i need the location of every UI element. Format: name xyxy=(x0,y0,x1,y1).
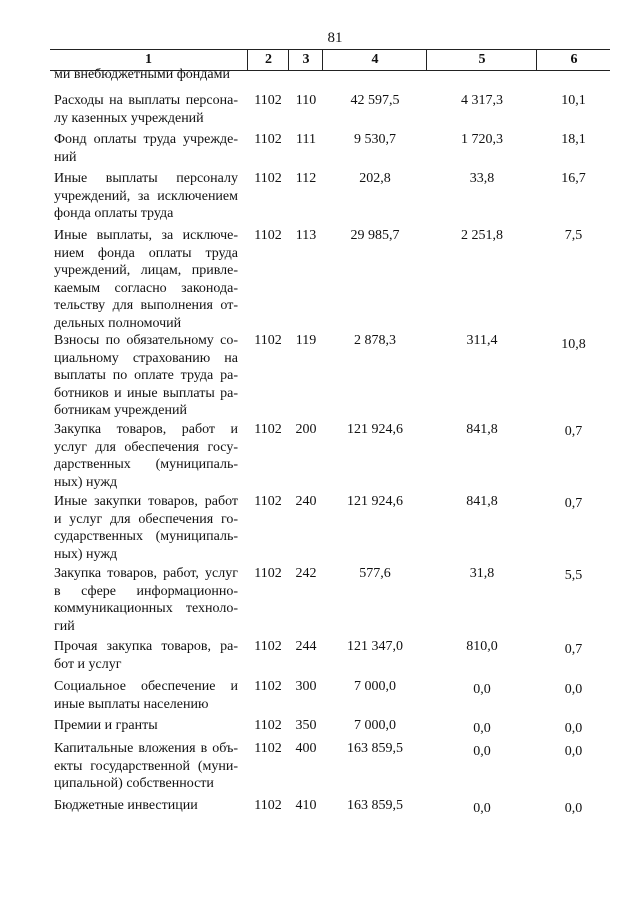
row-section: 1102 xyxy=(254,171,282,186)
row-plan: 121 924,6 xyxy=(347,494,403,509)
row-fact: 1 720,3 xyxy=(461,132,503,147)
row-section: 1102 xyxy=(254,494,282,509)
row-name: Социальное обеспечение и иные выплаты населению xyxy=(54,679,238,712)
row-section: 1102 xyxy=(254,333,282,348)
row-percent: 0,7 xyxy=(564,642,583,657)
row-section: 1102 xyxy=(254,132,282,147)
row-section: 1102 xyxy=(254,718,282,733)
row-type: 350 xyxy=(295,718,317,733)
row-name: Капитальные вложения в объ-екты государственной (муни-ципальной) собственности xyxy=(54,741,238,791)
row-name: Премии и гранты xyxy=(54,718,158,733)
row-name: Закупка товаров, работ, услуг в сфере информационно-коммуникационных техноло-гий xyxy=(54,566,238,634)
row-type: 200 xyxy=(295,422,317,437)
row-percent: 0,0 xyxy=(564,801,583,816)
row-fact: 4 317,3 xyxy=(461,93,503,108)
row-plan: 9 530,7 xyxy=(354,132,396,147)
row-fact: 311,4 xyxy=(466,333,498,348)
row-plan: 577,6 xyxy=(359,566,391,581)
row-name: Бюджетные инвестиции xyxy=(54,798,198,813)
row-name: Иные выплаты, за исключе-нием фонда оплаты труда учреждений, лицам, привле-каемым согласно законода-тельству для выполнения от-дельных полномочий xyxy=(54,228,238,331)
row-type: 110 xyxy=(295,93,317,108)
row-type: 111 xyxy=(296,132,316,147)
row-section: 1102 xyxy=(254,798,282,813)
row-plan: 121 924,6 xyxy=(347,422,403,437)
row-plan: 121 347,0 xyxy=(347,639,403,654)
row-section: 1102 xyxy=(254,228,282,243)
row-percent: 0,0 xyxy=(564,744,583,759)
row-plan: 7 000,0 xyxy=(354,718,396,733)
row-section: 1102 xyxy=(254,93,282,108)
row-name: Взносы по обязательному со-циальному страхованию на выплаты по оплате труда ра-ботников и иные выплаты ра-ботникам учреждений xyxy=(54,333,238,418)
header-col-5: 5 xyxy=(426,50,537,70)
row-name: Фонд оплаты труда учрежде-ний xyxy=(54,132,238,165)
row-section: 1102 xyxy=(254,566,282,581)
row-type: 242 xyxy=(295,566,317,581)
row-type: 112 xyxy=(295,171,317,186)
row-name: Закупка товаров, работ и услуг для обеспечения госу-дарственных (муниципаль-ных) нужд xyxy=(54,422,238,490)
row-type: 300 xyxy=(295,679,317,694)
row-plan: 42 597,5 xyxy=(350,93,400,108)
header-col-2: 2 xyxy=(247,50,289,70)
row-percent: 5,5 xyxy=(564,568,583,583)
row-name: Прочая закупка товаров, ра-бот и услуг xyxy=(54,639,238,672)
row-section: 1102 xyxy=(254,679,282,694)
row-percent: 10,1 xyxy=(561,93,586,108)
row-percent: 7,5 xyxy=(564,228,583,243)
row-fact: 0,0 xyxy=(473,744,491,759)
row-plan: 202,8 xyxy=(359,171,391,186)
row-fact: 0,0 xyxy=(473,721,491,736)
row-percent: 10,8 xyxy=(561,337,586,352)
row-fact: 0,0 xyxy=(473,682,491,697)
row-percent: 0,7 xyxy=(564,496,583,511)
row-plan: 2 878,3 xyxy=(354,333,396,348)
row-type: 113 xyxy=(295,228,317,243)
header-col-3: 3 xyxy=(288,50,323,70)
page-number: 81 xyxy=(327,30,343,46)
row-fact: 33,8 xyxy=(469,171,495,186)
row-percent: 18,1 xyxy=(561,132,586,147)
row-plan: 163 859,5 xyxy=(347,741,403,756)
row-type: 240 xyxy=(295,494,317,509)
header-col-4: 4 xyxy=(322,50,427,70)
row-fact: 841,8 xyxy=(466,494,498,509)
row-percent: 0,7 xyxy=(564,424,583,439)
header-col-1: 1 xyxy=(145,52,152,67)
row-percent: 0,0 xyxy=(564,682,583,697)
row-plan: 29 985,7 xyxy=(350,228,400,243)
row-type: 119 xyxy=(295,333,317,348)
row-type: 244 xyxy=(295,639,317,654)
row-name: Расходы на выплаты персона-лу казенных учреждений xyxy=(54,93,238,126)
row-name: Иные выплаты персоналу учреждений, за исключением фонда оплаты труда xyxy=(54,171,238,221)
row-type: 410 xyxy=(295,798,317,813)
row-name: Иные закупки товаров, работ и услуг для обеспечения го-сударственных (муниципаль-ных) нужд xyxy=(54,494,238,562)
row-fact: 0,0 xyxy=(473,801,491,816)
continuation-text: ми внебюджетными фондами xyxy=(54,67,230,82)
row-section: 1102 xyxy=(254,422,282,437)
header-col-6: 6 xyxy=(536,50,611,70)
row-percent: 0,0 xyxy=(564,721,583,736)
row-plan: 7 000,0 xyxy=(354,679,396,694)
row-fact: 841,8 xyxy=(466,422,498,437)
row-fact: 31,8 xyxy=(469,566,495,581)
row-fact: 2 251,8 xyxy=(461,228,503,243)
row-type: 400 xyxy=(295,741,317,756)
row-plan: 163 859,5 xyxy=(347,798,403,813)
row-section: 1102 xyxy=(254,639,282,654)
row-fact: 810,0 xyxy=(466,639,498,654)
row-section: 1102 xyxy=(254,741,282,756)
row-percent: 16,7 xyxy=(561,171,586,186)
